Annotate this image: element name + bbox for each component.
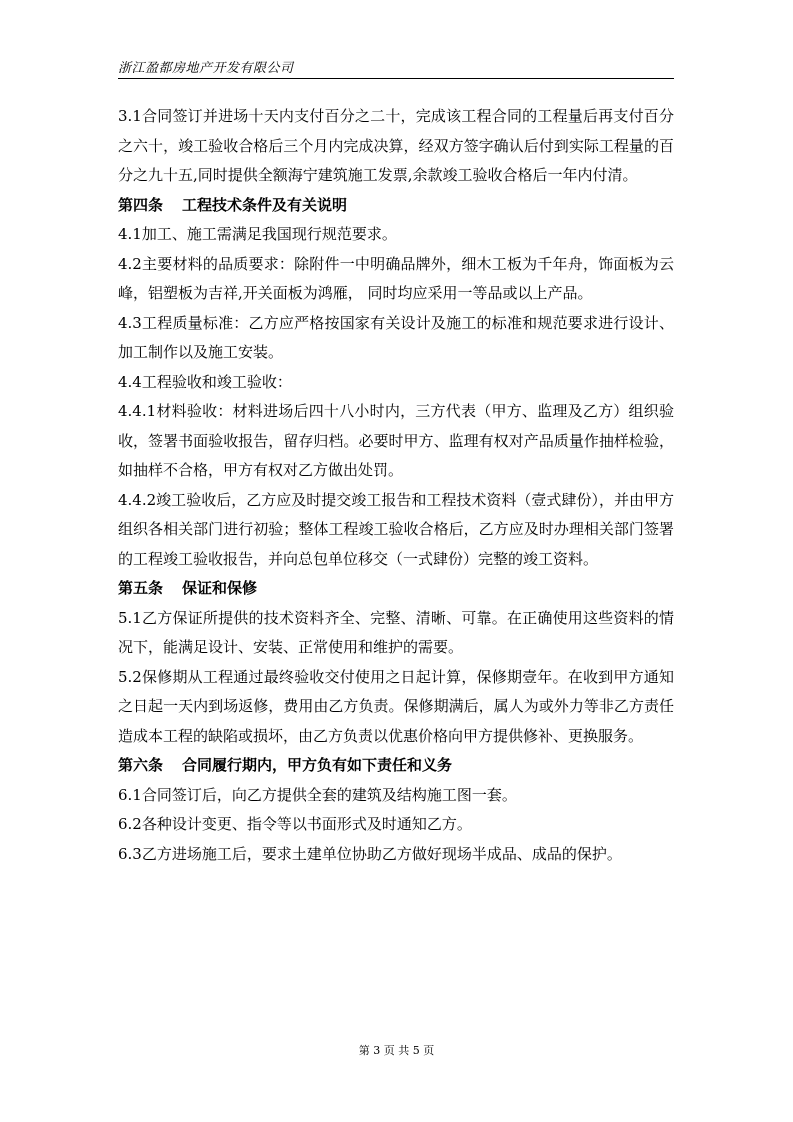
clause-5-1: 5.1乙方保证所提供的技术资料齐全、完整、清晰、可靠。在正确使用这些资料的情况下，能满足设计、安装、正常使用和维护的需要。: [118, 608, 674, 656]
article-6-title: 合同履行期内，甲方负有如下责任和义务: [182, 756, 453, 774]
article-6-heading: [118, 751, 674, 781]
article-4-heading: [118, 191, 674, 221]
clause-5-2: 5.2保修期从工程通过最终验收交付使用之日起计算，保修期壹年。在收到甲方通知之日起一天内到场返修，费用由乙方负责。保修期满后，属人为或外力等非乙方责任造成本工程的缺陷或损坏，由乙方负责以优惠价格向甲方提供修补、更换服务。: [118, 667, 674, 745]
clause-4-4-1: 4.4.1材料验收：材料进场后四十八小时内，三方代表（甲方、监理及乙方）组织验收，签署书面验收报告，留存归档。必要时甲方、监理有权对产品质量作抽样检验，如抽样不合格，甲方有权对乙方做出处罚。: [118, 402, 674, 479]
clause-4-2: 4.2主要材料的品质要求：除附件一中明确品牌外，细木工板为千年舟，饰面板为云峰，铝塑板为吉祥,开关面板为鸿雁， 同时均应采用一等品或以上产品。: [118, 254, 674, 302]
clause-4-4: 4.4工程验收和竣工验收：: [118, 372, 292, 391]
article-5-title: 保证和保修: [182, 579, 258, 597]
article-4-title: 工程技术条件及有关说明: [182, 195, 348, 214]
page-header: [118, 57, 674, 79]
clause-6-1: 6.1合同签订后，向乙方提供全套的建筑及结构施工图一套。: [118, 785, 517, 804]
clause-3-1: 3.1合同签订并进场十天内支付百分之二十，完成该工程合同的工程量后再支付百分之六十，竣工验收合格后三个月内完成决算，经双方签字确认后付到实际工程量的百分之九十五,同时提供全额海宁建筑施工发票,余款竣工验收合格后一年内付清。: [118, 107, 674, 184]
clause-4-4-2: 4.4.2竣工验收后，乙方应及时提交竣工报告和工程技术资料（壹式肆份），并由甲方组织各相关部门进行初验；整体工程竣工验收合格后，乙方应及时办理相关部门签署的工程竣工验收报告，并向总包单位移交（一式肆份）完整的竣工资料。: [118, 490, 674, 568]
clause-4-3: 4.3工程质量标准：乙方应严格按国家有关设计及施工的标准和规范要求进行设计、加工制作以及施工安装。: [118, 313, 674, 361]
article-4-number: 第四条: [118, 195, 164, 214]
article-5-heading: [118, 574, 674, 604]
clause-6-2: 6.2各种设计变更、指令等以书面形式及时通知乙方。: [118, 815, 472, 833]
article-6-number: 第六条: [118, 756, 164, 774]
clause-6-3: 6.3乙方进场施工后，要求土建单位协助乙方做好现场半成品、成品的保护。: [118, 844, 622, 863]
document-body: [118, 102, 674, 869]
page-number: 第 3 页 共 5 页: [358, 1044, 435, 1057]
company-name: 浙江盈都房地产开发有限公司: [118, 61, 294, 76]
article-5-number: 第五条: [118, 579, 164, 597]
clause-4-1: 4.1加工、施工需满足我国现行规范要求。: [118, 225, 397, 243]
